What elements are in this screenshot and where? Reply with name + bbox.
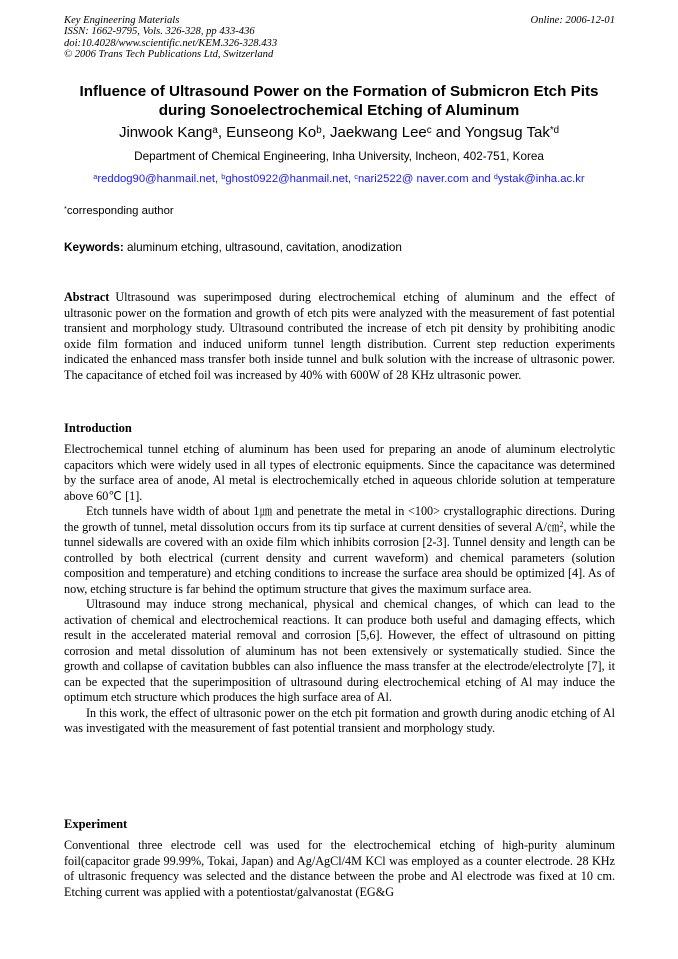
keywords-text: aluminum etching, ultrasound, cavitation, anodization bbox=[127, 241, 402, 254]
section-heading-experiment: Experiment bbox=[64, 817, 128, 831]
keywords bbox=[64, 241, 402, 255]
email-link[interactable]: ystak@inha.ac.kr bbox=[497, 173, 585, 185]
abstract bbox=[64, 290, 615, 383]
corresponding-mark: * bbox=[64, 203, 67, 213]
title-line-2: during Sonoelectrochemical Etching of Aluminum bbox=[158, 102, 520, 119]
introduction-body bbox=[64, 442, 615, 737]
corresponding-text: corresponding author bbox=[66, 205, 174, 217]
experiment-paragraph-1: Conventional three electrode cell was used for the electrochemical etching of high-purity aluminum foil(capacitor grade 99.99%, Tokai, Japan) and Ag/AgCl/4M KCl was employed as a counter electrode. 28 KHz of ultrasonic frequency was selected and the distance between the probe and Al electrode was fixed at 10 cm. Etching current was applied with a potentiostat/galvanostat (EG&G bbox=[64, 838, 615, 899]
issn-line: ISSN: 1662-9795, Vols. 326-328, pp 433-436 bbox=[64, 26, 255, 38]
abstract-text: Ultrasound was superimposed during electrochemical etching of aluminum and the effect of ultrasonic power on the formation and growth of etch pits were analyzed with the measurement of fast potential transient and morphology study. Ultrasound contributed the increase of etch pit density by prohibiting anodic oxide film formation and induced uniform tunnel length distribution. Current step reduction experiments indicated the enhanced mass transfer both inside tunnel and bulk solution with the increase of ultrasonic power. The capacitance of etched foil was increased by 40% with 600W of 28 KHz ultrasonic power. bbox=[64, 290, 615, 382]
author-name: Yongsug Tak bbox=[464, 124, 550, 141]
author-name: Jaekwang Lee bbox=[330, 124, 427, 141]
author-name: Jinwook Kang bbox=[118, 124, 213, 141]
email-link[interactable]: nari2522@ naver.com bbox=[357, 173, 469, 185]
author-mark: b bbox=[316, 124, 322, 136]
intro-paragraph-4: In this work, the effect of ultrasonic power on the etch pit formation and growth during anodic etching of Al was investigated with the measurement of fast potential transient and morphology study. bbox=[64, 705, 615, 735]
journal-name: Key Engineering Materials bbox=[64, 15, 180, 26]
author-mark: *d bbox=[549, 124, 560, 136]
corresponding-note bbox=[64, 204, 174, 218]
author-and: and bbox=[431, 124, 465, 141]
copyright-line: © 2006 Trans Tech Publications Ltd, Switzerland bbox=[64, 49, 274, 61]
author-separator: , bbox=[217, 124, 227, 141]
keywords-label: Keywords: bbox=[64, 241, 124, 254]
email-mark: a bbox=[93, 171, 98, 181]
intro-p2-superscript: 2 bbox=[559, 519, 564, 529]
email-link[interactable]: ghost0922@hanmail.net bbox=[225, 173, 348, 185]
email-mark: d bbox=[493, 171, 498, 181]
affiliation: Department of Chemical Engineering, Inha University, Incheon, 402-751, Korea bbox=[134, 150, 544, 163]
email-mark: b bbox=[221, 171, 226, 181]
email-link[interactable]: reddog90@hanmail.net bbox=[97, 173, 215, 185]
email-list: $^a$reddog90@hanmail.net, $^b$ghost0922@hanmail.net, $^c$nari2522@ naver.com and $^d$ystak@inha.ac.kr bbox=[93, 171, 585, 185]
author-mark: c bbox=[426, 124, 432, 136]
intro-p2-text-b: , while the tunnel sidewalls are covered with an oxide film which inhibits corrosion [2-3]. Tunnel density and length can be controlled by both electrical (current density and current waveform) and chemical parameters (solution composition and temperature) and etching conditions to increase the surface area should be optimized [4]. As of now, etching structure is far behind the optimum structure that gives the maximum surface area. bbox=[64, 519, 616, 596]
online-date: Online: 2006-12-01 bbox=[530, 15, 615, 26]
doi-line: doi:10.4028/www.scientific.net/KEM.326-328.433 bbox=[64, 37, 278, 49]
section-heading-introduction: Introduction bbox=[64, 421, 132, 435]
intro-paragraph-3: Ultrasound may induce strong mechanical, physical and chemical changes, of which can lead to the activation of chemical and electrochemical reactions. It can produce both useful and damaging effects, which result in the accelerated material removal and corrosion [5,6]. However, the effect of ultrasound on pitting corrosion and metal dissolution of aluminum has not been extensively or systematically studied. Since the growth and collapse of cavitation bubbles can also influence the mass transfer at the electrode/electrolyte [7], it can be expected that the superimposition of ultrasound during electrochemical etching of Al may induce the optimum etch structure which produces the high surface area of Al. bbox=[64, 597, 615, 704]
intro-p2-text-a: Etch tunnels have width of about 1㎛ and penetrate the metal in <100> crystallographic directions. During the growth of tunnel, metal dissolution occurs from its tip surface at current densities of several A/㎝ bbox=[64, 504, 615, 534]
email-mark: c bbox=[354, 171, 358, 181]
paper-title bbox=[40, 82, 638, 120]
abstract-label: Abstract bbox=[64, 290, 110, 304]
intro-paragraph-1: Electrochemical tunnel etching of aluminum has been used for preparing an anode of aluminum electrolytic capacitors which were widely used in all types of electronic equipments. Since the capacitance was determined by the surface area of anode, Al metal is electrochemically etched in aqueous chloride solution at temperature above 60℃ [1]. bbox=[64, 442, 615, 503]
author-mark: a bbox=[212, 124, 218, 136]
intro-paragraph-2 bbox=[64, 504, 615, 597]
author-separator: , bbox=[321, 124, 331, 141]
author-list bbox=[40, 124, 638, 142]
author-name: Eunseong Ko bbox=[226, 124, 317, 141]
experiment-body bbox=[64, 838, 615, 900]
journal-header bbox=[64, 15, 615, 61]
title-line-1: Influence of Ultrasound Power on the Formation of Submicron Etch Pits bbox=[79, 83, 599, 100]
